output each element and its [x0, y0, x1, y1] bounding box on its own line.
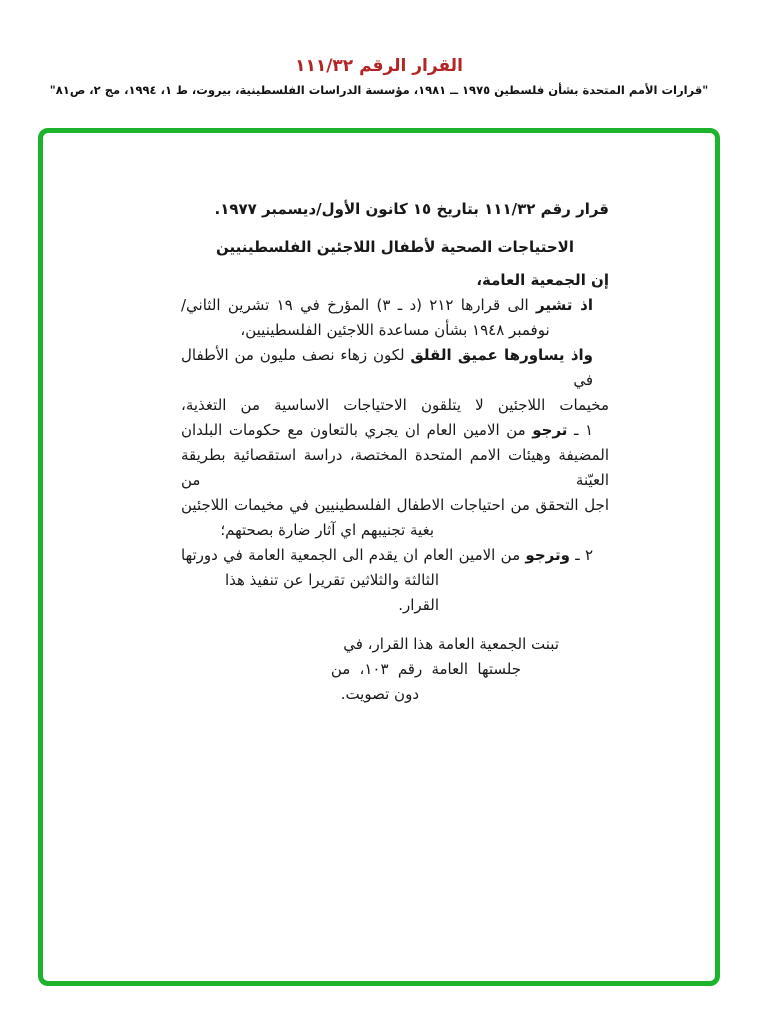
- bold-segment: واذ يساورها عميق القلق: [410, 346, 593, 364]
- text-segment: جلستها العامة رقم ١٠٣، من: [330, 660, 521, 678]
- line-operative-1d: [181, 518, 434, 543]
- text-segment: مخيمات اللاجئين لا يتلقون الاحتياجات الاساسية من التغذية،: [181, 396, 609, 414]
- line-operative-1a: [181, 418, 609, 443]
- text-segment: اجل التحقق من احتياجات الاطفال الفلسطينيين في مخيمات اللاجئين: [181, 496, 609, 514]
- text-segment: دون تصويت.: [340, 685, 419, 703]
- line-concern-clause-2: [181, 393, 609, 418]
- text-segment: تبنت الجمعية العامة هذا القرار، في: [343, 635, 559, 653]
- list-marker: ٢ ـ: [569, 546, 594, 564]
- text-segment: بغية تجنيبهم اي آثار ضارة بصحتهم؛: [220, 521, 434, 539]
- line-adoption-note-1: [181, 632, 559, 657]
- text-segment: نوفمبر ١٩٤٨ بشأن مساعدة اللاجئين الفلسطينيين،: [240, 321, 550, 339]
- bold-segment: إن الجمعية العامة،: [476, 271, 609, 289]
- line-operative-1b: [181, 443, 609, 493]
- page-header: [0, 0, 758, 97]
- bold-segment: الاحتياجات الصحية لأطفال اللاجئين الفلسطينيين: [215, 238, 574, 256]
- resolution-body-text: [181, 197, 609, 707]
- line-adoption-note-2: [181, 657, 521, 682]
- text-segment: الى قرارها ٢١٢ (د ـ ٣) المؤرخ في ١٩ تشرين الثاني/: [181, 296, 537, 314]
- line-preamble-intro: [181, 268, 609, 293]
- text-segment: من الامين العام ان يجري بالتعاون مع حكومات البلدان: [181, 421, 533, 439]
- bold-segment: ترجو: [532, 421, 568, 439]
- bold-segment: قرار رقم ١١١/٣٢ بتاريخ ١٥ كانون الأول/ديسمبر ١٩٧٧.: [214, 200, 609, 218]
- line-subject-heading: [181, 235, 609, 260]
- line-operative-2b: [181, 568, 439, 618]
- line-concern-clause-1: [181, 343, 609, 393]
- green-border-frame: [38, 128, 720, 986]
- bold-segment: وترجو: [525, 546, 570, 564]
- text-segment: المضيفة وهيئات الامم المتحدة المختصة، دراسة استقصائية بطريقة العيّنة من: [181, 446, 609, 489]
- line-recalling-clause-1: [181, 293, 609, 318]
- text-segment: لكون زهاء نصف مليون من الأطفال في: [181, 346, 593, 389]
- source-citation-line: "قرارات الأمم المتحدة بشأن فلسطين ١٩٧٥ ــ ١٩٨١، مؤسسة الدراسات الفلسطينية، بيروت، ط ١، ١٩٩٤، مج ٢، ص٨١": [49, 83, 709, 97]
- resolution-number-title: القرار الرقم ١١١/٣٢: [295, 56, 463, 76]
- line-adoption-note-3: [181, 682, 419, 707]
- line-operative-1c: [181, 493, 609, 518]
- text-segment: الثالثة والثلاثين تقريرا عن تنفيذ هذا القرار.: [224, 571, 439, 614]
- list-marker: ١ ـ: [567, 421, 593, 439]
- bold-segment: اذ تشير: [536, 296, 593, 314]
- line-recalling-clause-2: [181, 318, 609, 343]
- text-segment: من الامين العام ان يقدم الى الجمعية العامة في دورتها: [181, 546, 526, 564]
- line-resolution-date-heading: [181, 197, 609, 222]
- line-operative-2a: [181, 543, 609, 568]
